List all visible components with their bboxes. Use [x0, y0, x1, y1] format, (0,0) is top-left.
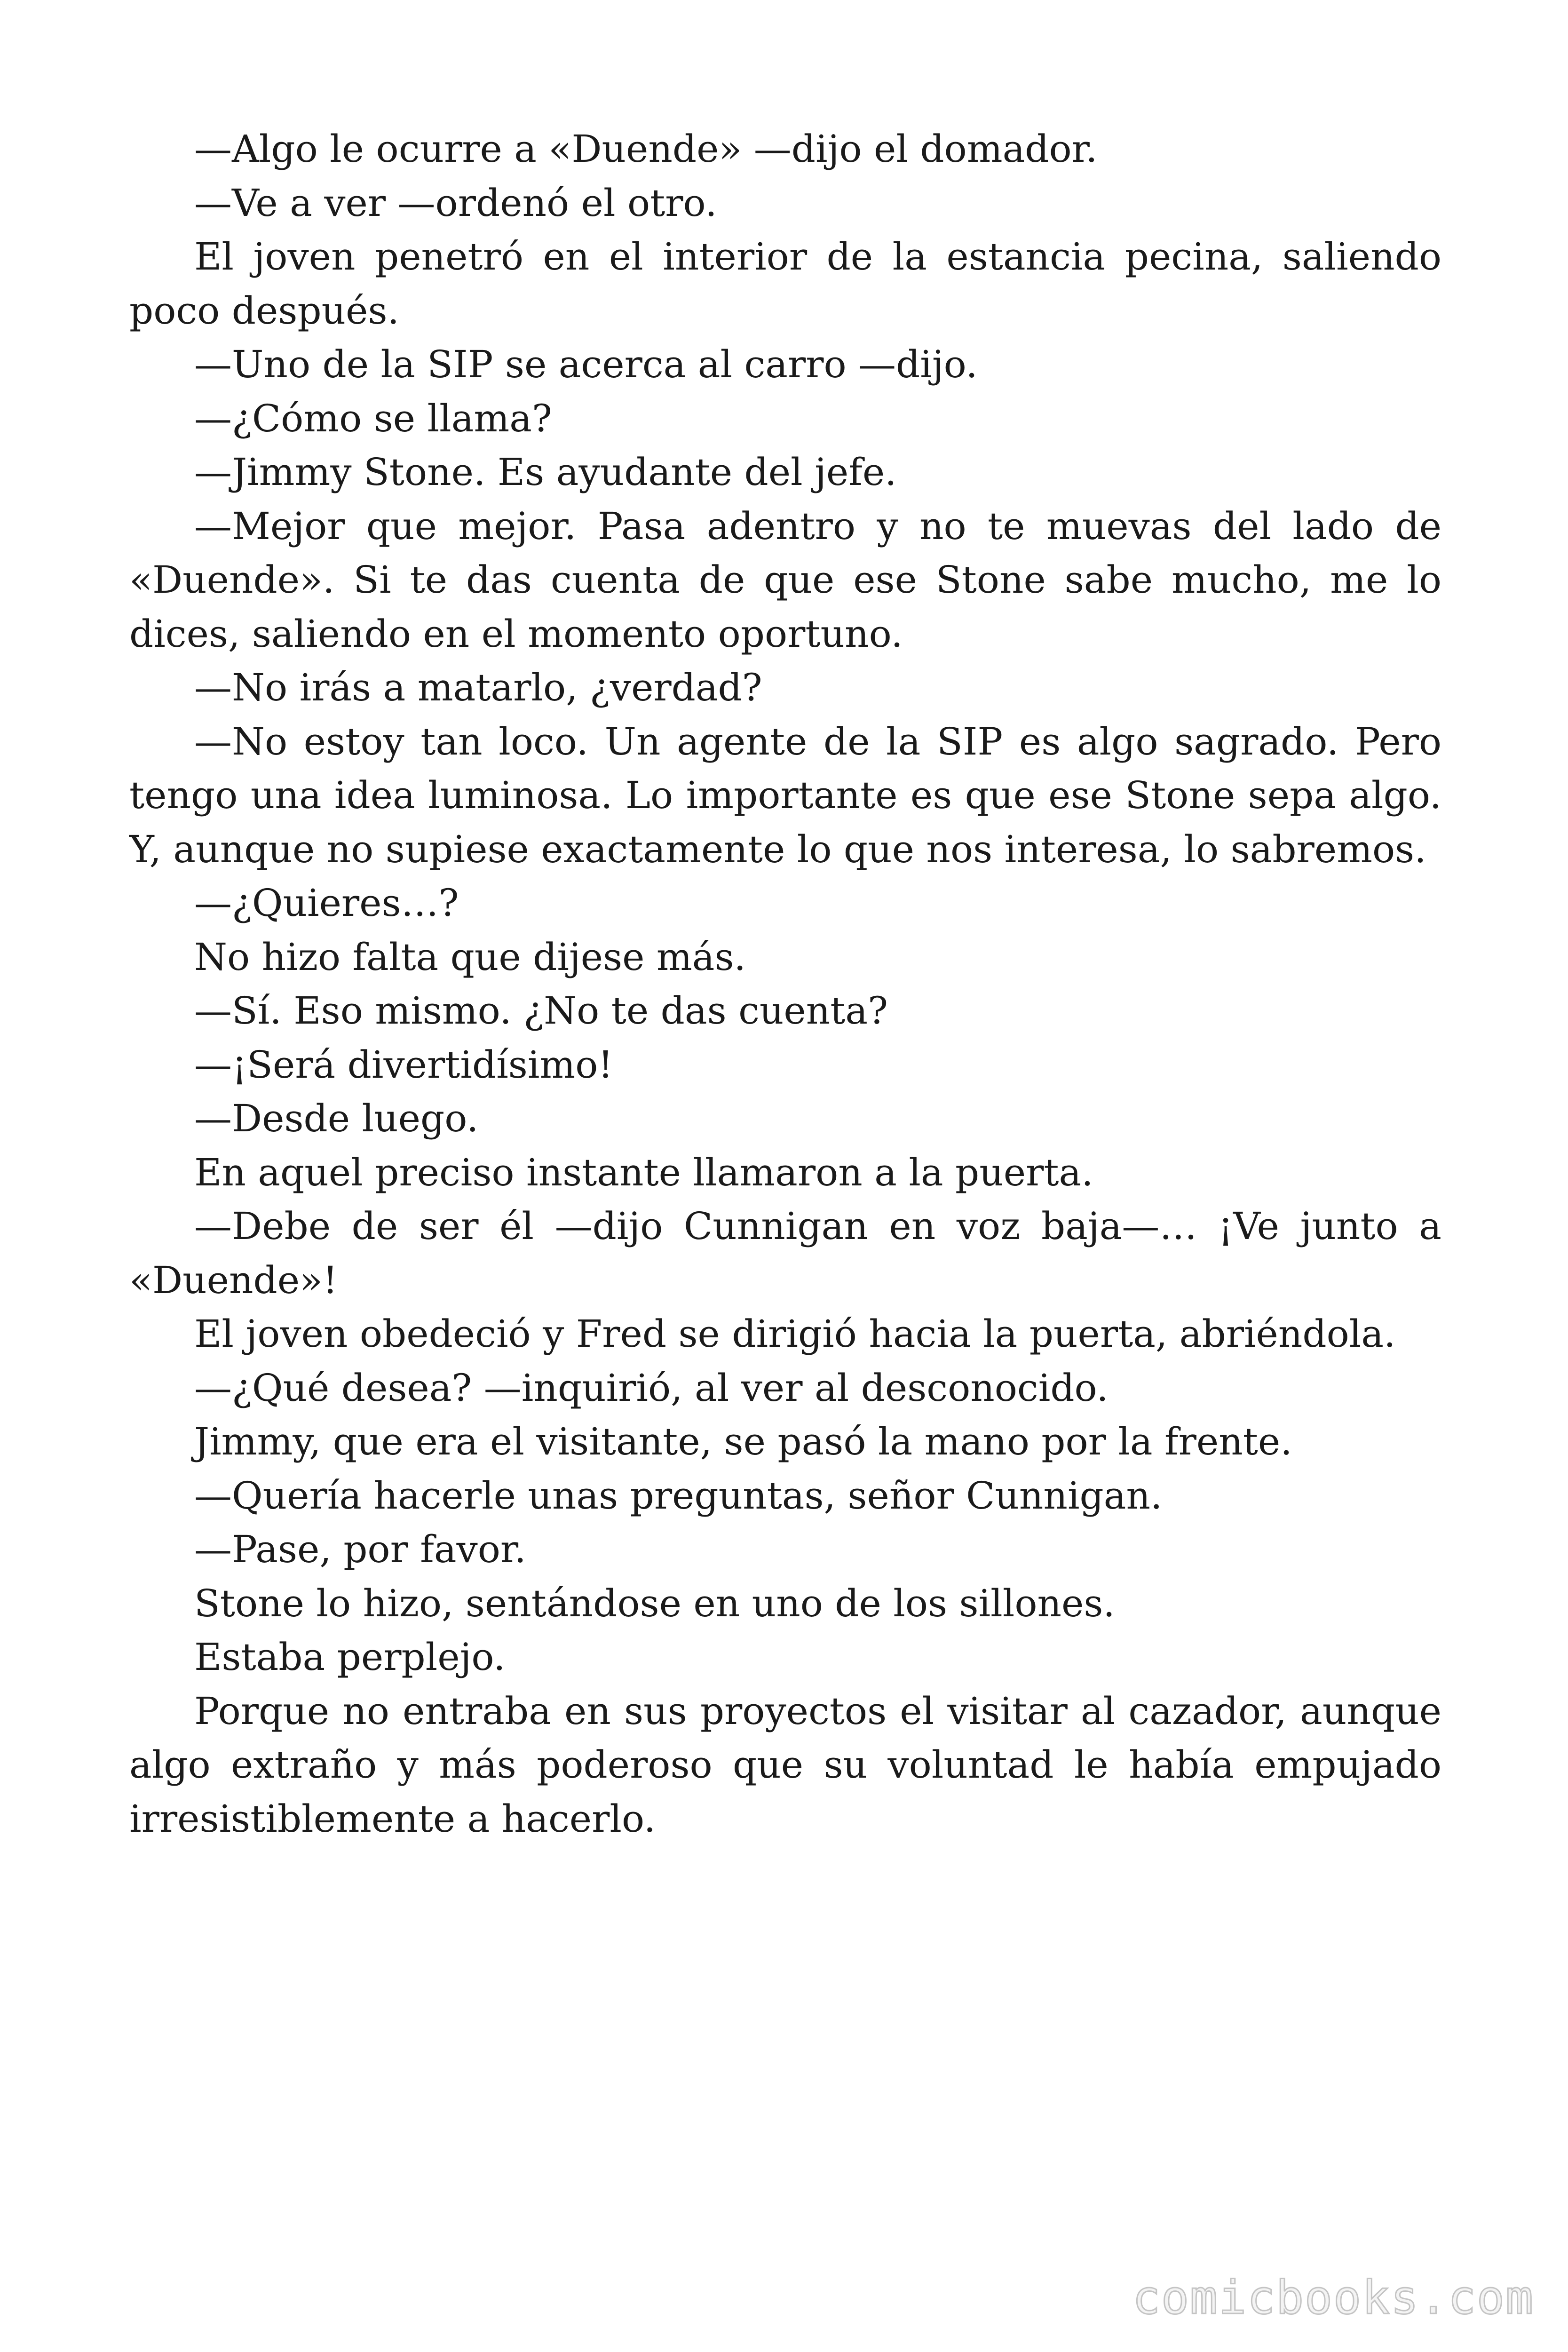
paragraph-17: El joven obedeció y Fred se dirigió hacia la puerta, abriéndola.	[194, 1312, 1396, 1356]
paragraph-11: No hizo falta que dijese más.	[194, 935, 746, 979]
paragraph-6: —Jimmy Stone. Es ayudante del jefe.	[194, 450, 897, 494]
paragraph-5: —¿Cómo se llama?	[194, 396, 552, 440]
paragraph-18: —¿Qué desea? —inquirió, al ver al desconocido.	[194, 1366, 1109, 1410]
paragraph-21: —Pase, por favor.	[194, 1527, 526, 1571]
paragraph-3: El joven penetró en el interior de la estancia pecina, saliendo poco después.	[129, 235, 1441, 333]
paragraph-10: —¿Quieres…?	[194, 881, 459, 925]
paragraph-24: Porque no entraba en sus proyectos el visitar al cazador, aunque algo extraño y más poderoso que su voluntad le había empujado irresistiblemente a hacerlo.	[129, 1689, 1441, 1841]
paragraph-19: Jimmy, que era el visitante, se pasó la mano por la frente.	[194, 1420, 1292, 1463]
paragraph-9: —No estoy tan loco. Un agente de la SIP es algo sagrado. Pero tengo una idea luminosa. Lo importante es que ese Stone sepa algo. Y, aunque no supiese exactamente lo que nos interesa, lo sabremos.	[129, 719, 1441, 871]
paragraph-13: —¡Será divertidísimo!	[194, 1042, 613, 1087]
watermark: comicbooks.com	[1132, 2271, 1534, 2325]
paragraph-16: —Debe de ser él —dijo Cunnigan en voz baja—… ¡Ve junto a «Duende»!	[129, 1204, 1441, 1302]
paragraph-20: —Quería hacerle unas preguntas, señor Cunnigan.	[194, 1473, 1163, 1518]
paragraph-23: Estaba perplejo.	[194, 1635, 506, 1679]
paragraph-15: En aquel preciso instante llamaron a la puerta.	[194, 1150, 1093, 1194]
paragraph-7: —Mejor que mejor. Pasa adentro y no te muevas del lado de «Duende». Si te das cuenta de que ese Stone sabe mucho, me lo dices, saliendo en el momento oportuno.	[129, 504, 1441, 656]
paragraph-1: —Algo le ocurre a «Duende» —dijo el domador.	[194, 127, 1098, 171]
paragraph-22: Stone lo hizo, sentándose en uno de los sillones.	[194, 1581, 1115, 1625]
paragraph-4: —Uno de la SIP se acerca al carro —dijo.	[194, 342, 978, 386]
page-body	[129, 122, 1441, 1846]
paragraph-12: —Sí. Eso mismo. ¿No te das cuenta?	[194, 989, 888, 1033]
paragraph-14: —Desde luego.	[194, 1097, 479, 1140]
paragraph-2: —Ve a ver —ordenó el otro.	[194, 181, 717, 225]
paragraph-8: —No irás a matarlo, ¿verdad?	[194, 666, 762, 709]
